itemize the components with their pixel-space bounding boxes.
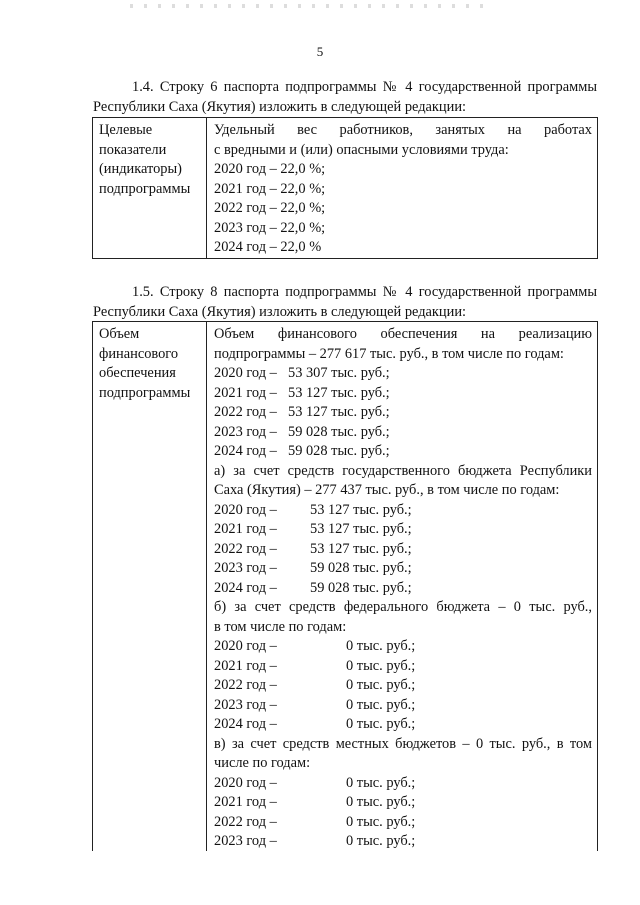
indicator-value: 2021 год – 22,0 %; xyxy=(214,180,326,197)
year-label: 2020 год – xyxy=(214,774,277,791)
year-label: 2023 год – xyxy=(214,833,277,849)
indicator-value: 2022 год – 22,0 %; xyxy=(214,200,326,216)
year-label: 2022 год – xyxy=(214,540,277,557)
financing-a-line1: а) за счет средств государственного бюджета Республики xyxy=(214,462,592,479)
indicator-value: 2020 год – 22,0 %; xyxy=(214,161,326,177)
year-amount: 0 тыс. руб.; xyxy=(346,696,416,713)
financing-b-rows xyxy=(214,637,592,735)
year-row xyxy=(214,442,592,462)
label-line: подпрограммы xyxy=(99,180,191,197)
year-amount: 0 тыс. руб.; xyxy=(346,794,416,810)
year-label: 2022 год – xyxy=(214,813,277,830)
year-row xyxy=(214,579,592,599)
year-label: 2023 год – xyxy=(214,696,277,713)
financing-total-line2: подпрограммы – 277 617 тыс. руб., в том числе по годам: xyxy=(214,345,564,362)
indicator-description-line1: Удельный вес работников, занятых на работах xyxy=(214,122,592,138)
table-financing-label-cell xyxy=(93,322,207,851)
financing-c-line1: в) за счет средств местных бюджетов – 0 тыс. руб., в том xyxy=(214,735,592,752)
year-row xyxy=(214,832,592,852)
year-amount: 59 028 тыс. руб.; xyxy=(310,560,412,576)
table-financing-value-cell xyxy=(207,322,597,851)
year-amount: 53 307 тыс. руб.; xyxy=(288,365,390,381)
indicator-value: 2023 год – 22,0 %; xyxy=(214,219,326,236)
year-label: 2020 год – xyxy=(214,638,277,654)
year-row xyxy=(214,813,592,833)
year-row xyxy=(214,676,592,696)
section-1-5-intro xyxy=(93,283,597,322)
year-label: 2021 год – xyxy=(214,384,277,401)
year-amount: 0 тыс. руб.; xyxy=(346,638,416,654)
year-amount: 0 тыс. руб.; xyxy=(346,813,416,830)
year-amount: 53 127 тыс. руб.; xyxy=(310,501,412,518)
section-1-4-intro xyxy=(93,78,597,117)
indicator-description-line2: с вредными и (или) опасными условиями труда: xyxy=(214,141,509,158)
year-row xyxy=(214,384,592,404)
year-row xyxy=(214,696,592,716)
table-indicators-value-cell xyxy=(207,118,597,258)
year-row xyxy=(214,423,592,443)
label-line: Объем xyxy=(99,326,140,342)
financing-c-line2: числе по годам: xyxy=(214,755,311,771)
year-row xyxy=(214,637,592,657)
financing-a-line2: Саха (Якутия) – 277 437 тыс. руб., в том числе по годам: xyxy=(214,482,560,498)
year-label: 2021 год – xyxy=(214,794,277,810)
indicator-value: 2024 год – 22,0 % xyxy=(214,239,322,255)
financing-b-line2: в том числе по годам: xyxy=(214,618,347,635)
year-label: 2021 год – xyxy=(214,521,277,537)
table-financing xyxy=(92,321,598,851)
year-label: 2024 год – xyxy=(214,579,277,596)
year-amount: 53 127 тыс. руб.; xyxy=(310,521,412,537)
section-1-5-intro-line2: Республики Саха (Якутия) изложить в следующей редакции: xyxy=(93,303,467,320)
year-amount: 0 тыс. руб.; xyxy=(346,657,416,674)
section-1-5-intro-line1: 1.5. Строку 8 паспорта подпрограммы № 4 государственной программы xyxy=(132,284,597,300)
year-label: 2022 год – xyxy=(214,677,277,693)
year-label: 2024 год – xyxy=(214,443,277,459)
table-indicators xyxy=(92,117,598,259)
year-row xyxy=(214,520,592,540)
year-row xyxy=(214,540,592,560)
label-line: показатели xyxy=(99,141,167,158)
year-amount: 0 тыс. руб.; xyxy=(346,774,416,791)
label-line: Целевые xyxy=(99,122,153,138)
label-line: подпрограммы xyxy=(99,384,191,401)
year-row xyxy=(214,657,592,677)
year-row xyxy=(214,403,592,423)
financing-c-rows xyxy=(214,774,592,852)
year-row xyxy=(214,559,592,579)
table-indicators-label-cell xyxy=(93,118,207,258)
year-row xyxy=(214,793,592,813)
year-label: 2022 год – xyxy=(214,404,277,420)
year-label: 2023 год – xyxy=(214,423,277,440)
year-amount: 0 тыс. руб.; xyxy=(346,716,416,732)
financing-total-rows xyxy=(214,364,592,462)
year-row xyxy=(214,364,592,384)
year-row xyxy=(214,501,592,521)
year-amount: 53 127 тыс. руб.; xyxy=(310,540,412,557)
year-label: 2024 год – xyxy=(214,716,277,732)
financing-b-line1: б) за счет средств федерального бюджета – 0 тыс. руб., xyxy=(214,599,592,615)
year-amount: 53 127 тыс. руб.; xyxy=(288,404,390,420)
year-amount: 0 тыс. руб.; xyxy=(346,833,416,849)
section-1-4-intro-line2: Республики Саха (Якутия) изложить в следующей редакции: xyxy=(93,98,467,115)
year-label: 2023 год – xyxy=(214,560,277,576)
year-amount: 59 028 тыс. руб.; xyxy=(288,443,390,459)
financing-total-line1: Объем финансового обеспечения на реализацию xyxy=(214,326,592,342)
year-label: 2021 год – xyxy=(214,657,277,674)
label-line: обеспечения xyxy=(99,365,176,381)
year-amount: 59 028 тыс. руб.; xyxy=(310,579,412,596)
year-amount: 59 028 тыс. руб.; xyxy=(288,423,390,440)
label-line: финансового xyxy=(99,345,179,362)
scan-artifact xyxy=(130,4,490,8)
financing-a-rows xyxy=(214,501,592,599)
year-label: 2020 год – xyxy=(214,501,277,518)
year-row xyxy=(214,774,592,794)
year-amount: 53 127 тыс. руб.; xyxy=(288,384,390,401)
year-row xyxy=(214,715,592,735)
page-number: 5 xyxy=(316,44,324,59)
label-line: (индикаторы) xyxy=(99,161,182,177)
year-label: 2020 год – xyxy=(214,365,277,381)
year-amount: 0 тыс. руб.; xyxy=(346,677,416,693)
section-1-4-intro-line1: 1.4. Строку 6 паспорта подпрограммы № 4 государственной программы xyxy=(132,79,597,95)
